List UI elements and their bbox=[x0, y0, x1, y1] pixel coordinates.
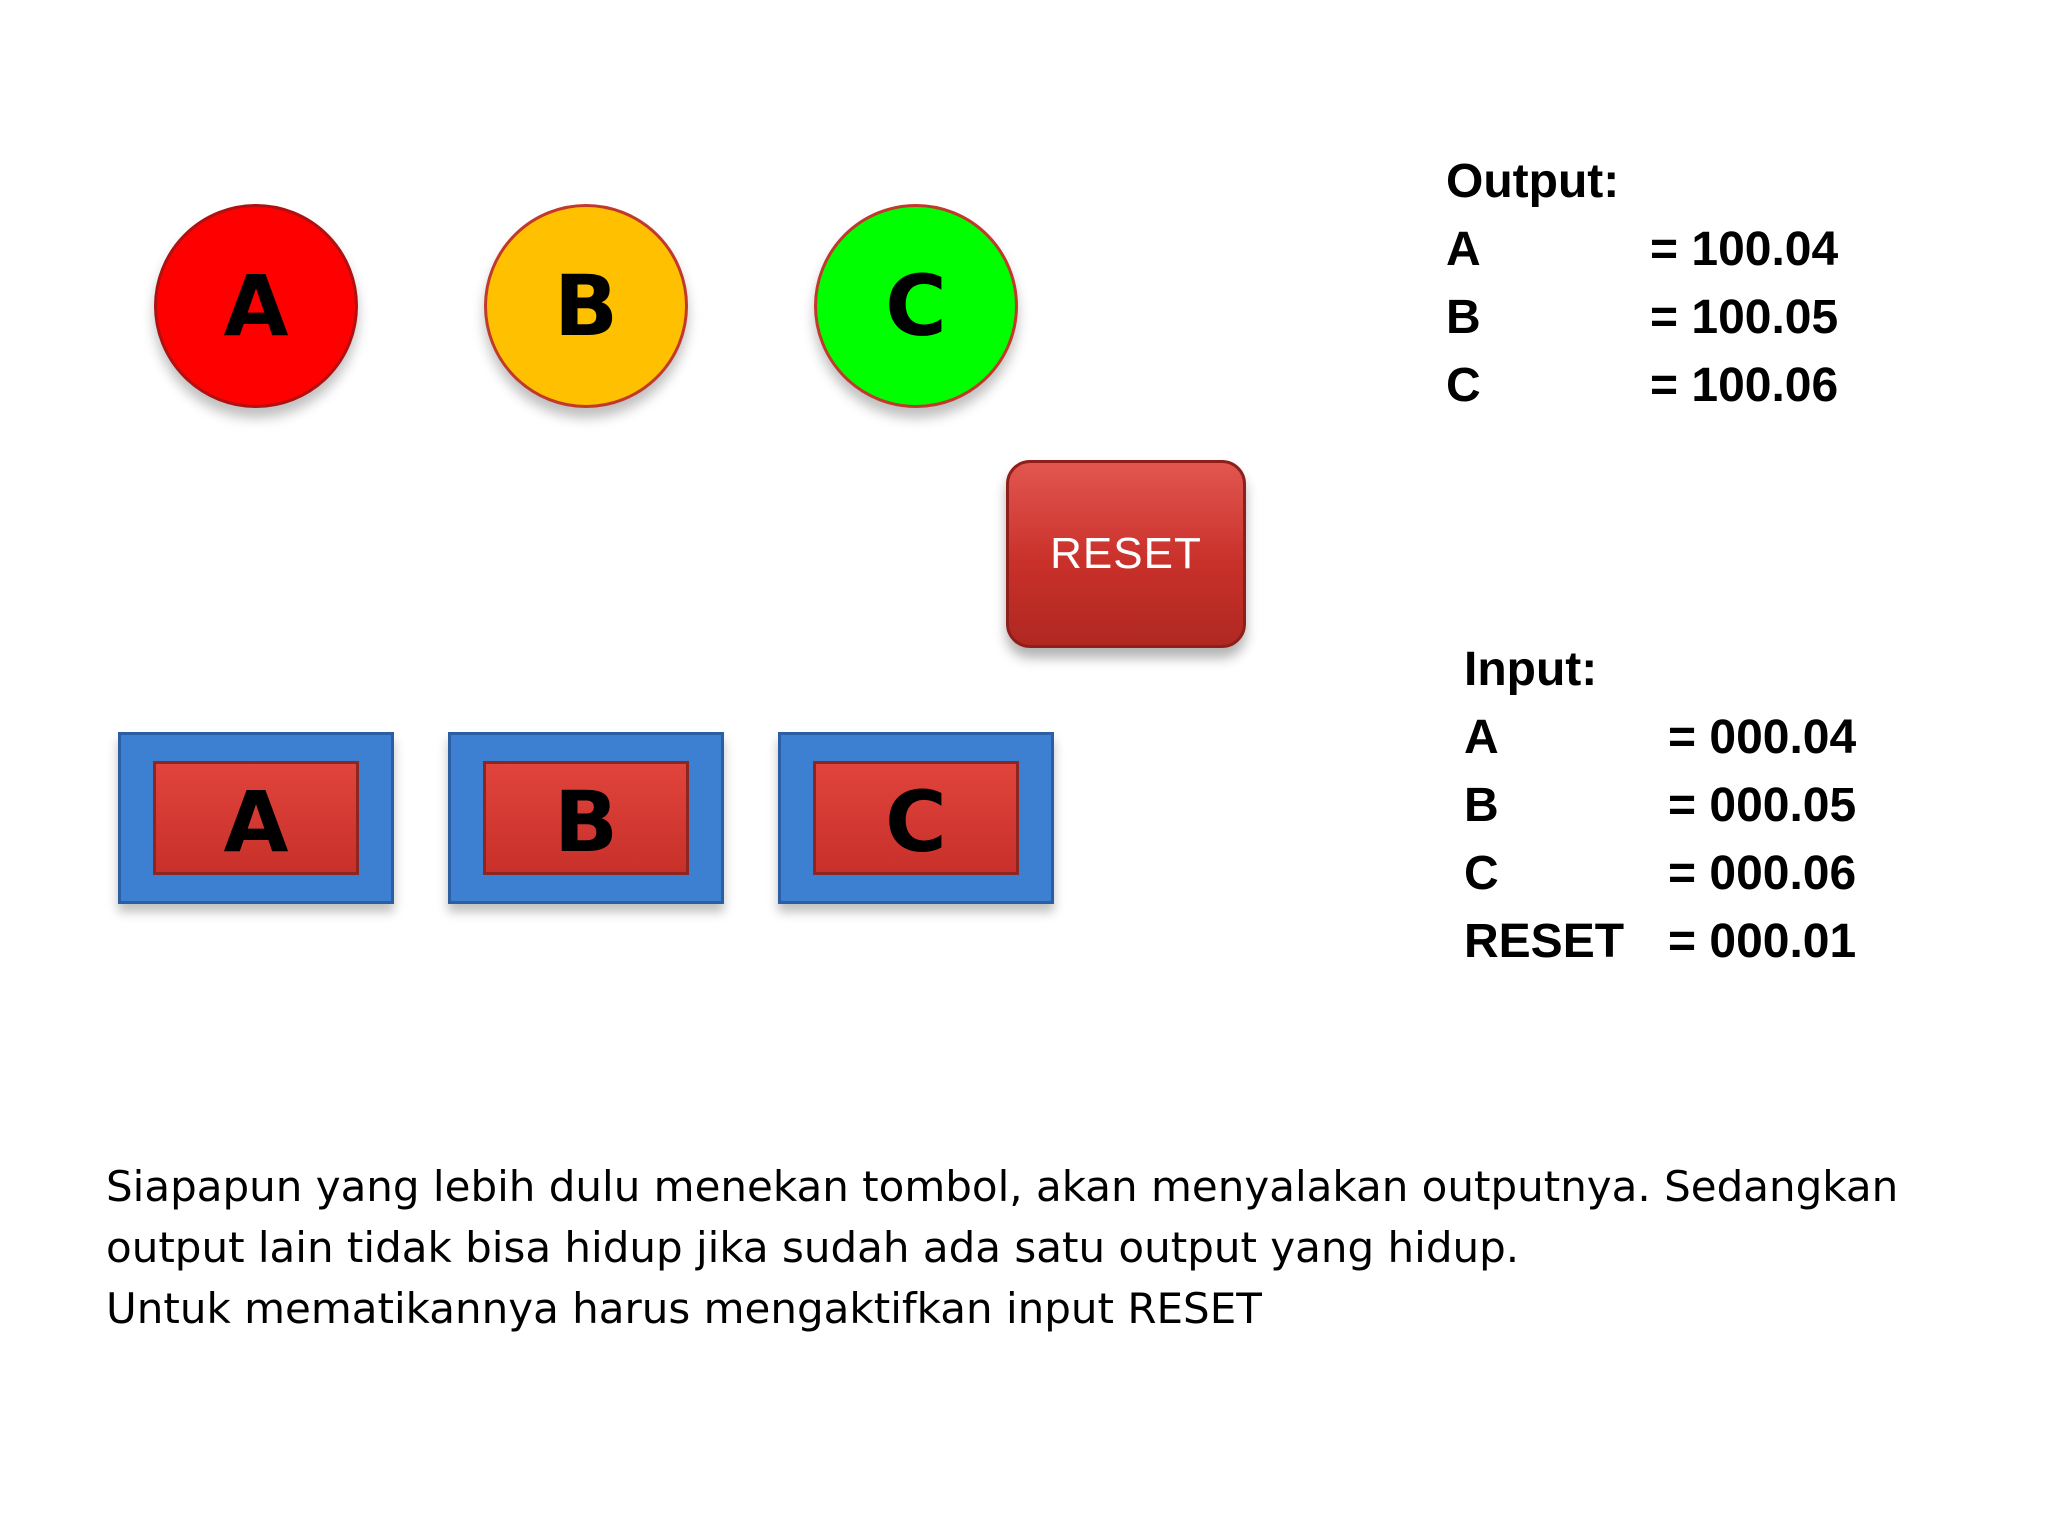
input-button-a-label: A bbox=[223, 773, 289, 871]
output-row-value: = 100.05 bbox=[1650, 291, 1839, 344]
input-button-a[interactable] bbox=[118, 732, 394, 904]
input-row-name: B bbox=[1464, 779, 1499, 832]
output-row-name: C bbox=[1446, 359, 1481, 412]
output-address-table bbox=[1446, 148, 1838, 420]
output-row-value: = 100.04 bbox=[1650, 223, 1839, 276]
description-line-2: Untuk mematikannya harus mengaktifkan input RESET bbox=[106, 1284, 1262, 1333]
reset-button[interactable] bbox=[1006, 460, 1246, 648]
output-row-a bbox=[1446, 216, 1838, 284]
description-text bbox=[106, 1156, 1986, 1339]
input-row-reset bbox=[1464, 908, 1856, 976]
input-button-c[interactable] bbox=[778, 732, 1054, 904]
input-row-c bbox=[1464, 840, 1856, 908]
input-table-heading: Input: bbox=[1464, 643, 1598, 696]
input-row-name: RESET bbox=[1464, 915, 1625, 968]
input-button-b-label: B bbox=[553, 773, 619, 871]
output-lamp-b-label: B bbox=[553, 257, 619, 355]
input-row-value: = 000.01 bbox=[1668, 915, 1857, 968]
description-line-1: Siapapun yang lebih dulu menekan tombol, akan menyalakan outputnya. Sedangkan output lain tidak bisa hidup jika sudah ada satu output yang hidup. bbox=[106, 1162, 1899, 1272]
output-row-value: = 100.06 bbox=[1650, 359, 1839, 412]
input-row-b bbox=[1464, 772, 1856, 840]
input-button-a-cap bbox=[153, 761, 359, 875]
input-button-c-label: C bbox=[885, 773, 947, 871]
input-button-b-cap bbox=[483, 761, 689, 875]
input-row-value: = 000.06 bbox=[1668, 847, 1857, 900]
output-row-b bbox=[1446, 284, 1838, 352]
output-lamp-b bbox=[484, 204, 688, 408]
reset-button-label: RESET bbox=[1050, 529, 1202, 578]
output-lamp-a bbox=[154, 204, 358, 408]
output-row-c bbox=[1446, 352, 1838, 420]
input-row-name: A bbox=[1464, 711, 1499, 764]
input-button-b[interactable] bbox=[448, 732, 724, 904]
output-row-name: A bbox=[1446, 223, 1481, 276]
input-row-value: = 000.05 bbox=[1668, 779, 1857, 832]
output-lamp-a-label: A bbox=[223, 257, 289, 355]
input-button-c-cap bbox=[813, 761, 1019, 875]
output-row-name: B bbox=[1446, 291, 1481, 344]
output-table-heading: Output: bbox=[1446, 155, 1620, 208]
input-row-name: C bbox=[1464, 847, 1499, 900]
output-lamp-c bbox=[814, 204, 1018, 408]
input-row-a bbox=[1464, 704, 1856, 772]
input-row-value: = 000.04 bbox=[1668, 711, 1857, 764]
output-lamp-c-label: C bbox=[885, 257, 947, 355]
input-address-table bbox=[1464, 636, 1856, 976]
